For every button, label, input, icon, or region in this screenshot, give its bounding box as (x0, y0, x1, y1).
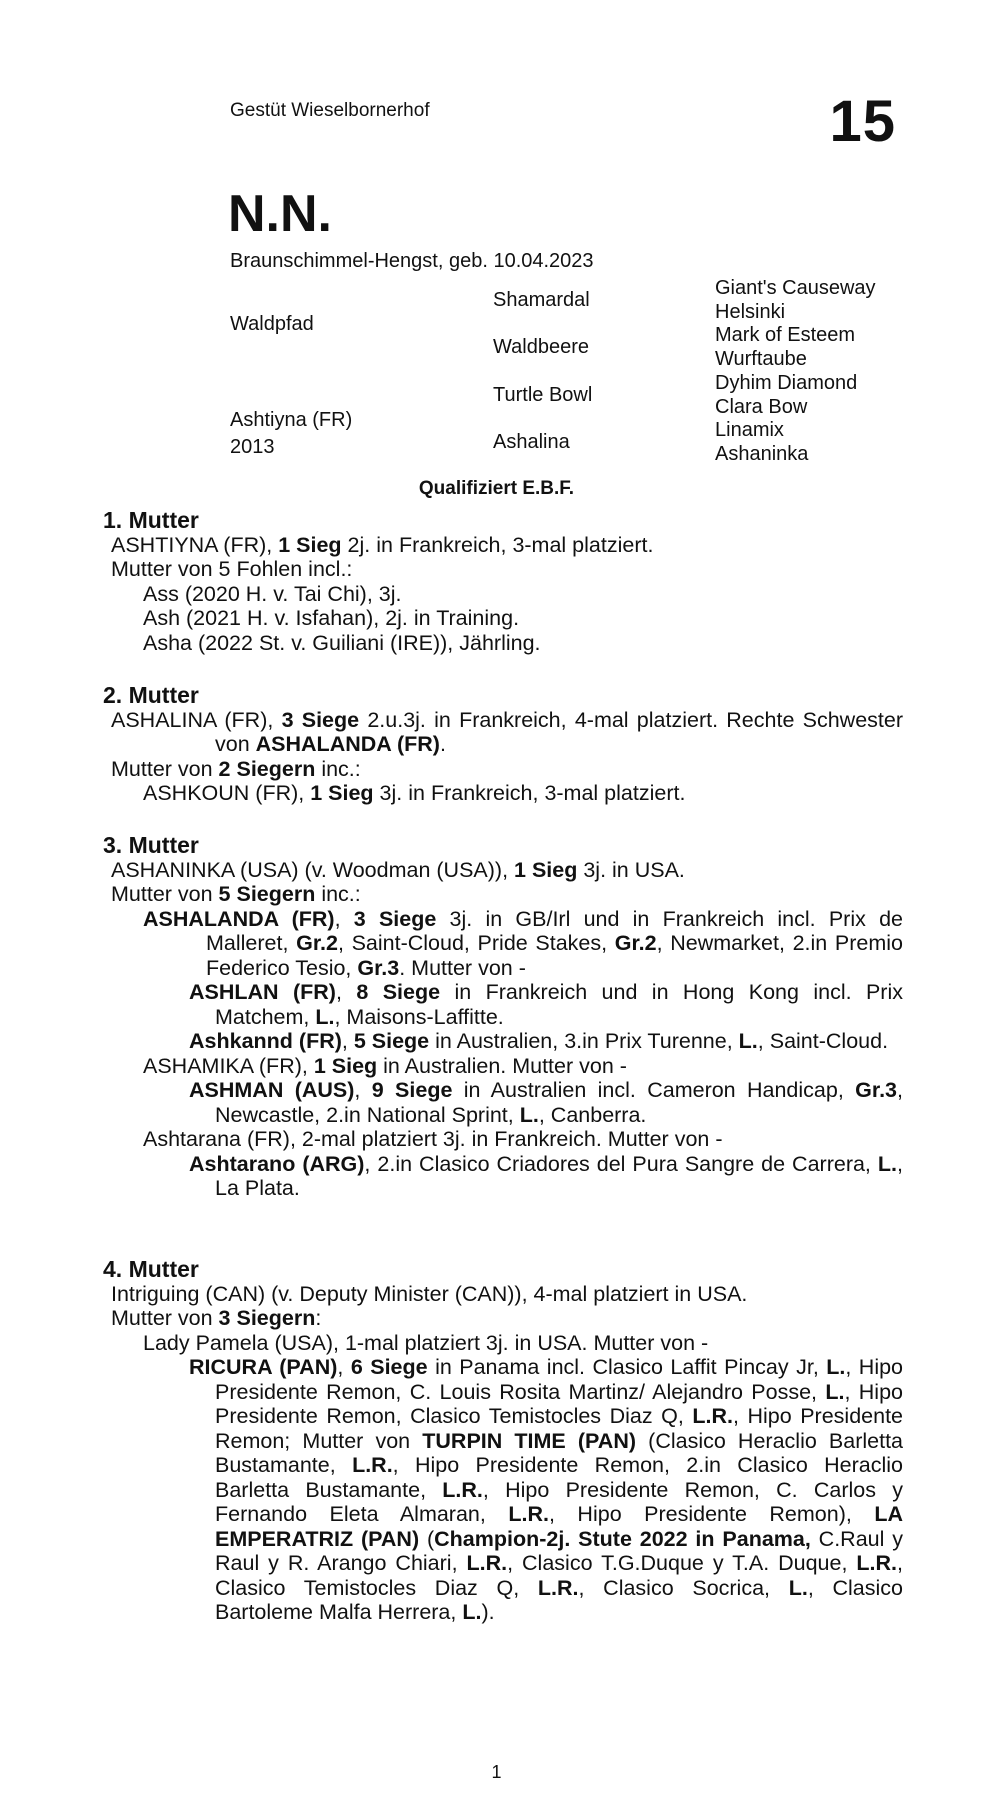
produce-summary: Mutter von 5 Fohlen incl.: (111, 557, 353, 581)
list-item: Ash (2021 H. v. Isfahan), 2j. in Training. (143, 606, 520, 630)
pedigree-gen3-5: Dyhim Diamond (715, 372, 858, 394)
produce-summary: Mutter von 3 Siegern: (111, 1306, 322, 1330)
dam-record: Intriguing (CAN) (v. Deputy Minister (CAN)), 4-mal platziert in USA. (111, 1281, 748, 1306)
qualification-note: Qualifiziert E.B.F. (418, 478, 575, 499)
produce-summary: Mutter von 5 Siegern inc.: (111, 882, 361, 906)
section-heading: 1. Mutter (103, 507, 199, 533)
list-item: Ashtarano (ARG), 2.in Clasico Criadores del Pura Sangre de Carrera, L., La Plata. (189, 1151, 903, 1200)
section-second-dam (103, 683, 903, 806)
list-item: ASHLAN (FR), 8 Siege in Frankreich und in Hong Kong incl. Prix Matchem, L., Maisons-Laffitte. (189, 980, 903, 1029)
pedigree-gen3-4: Wurftaube (715, 348, 807, 370)
pedigree-sire: Waldpfad (230, 313, 314, 335)
pedigree-gen2-3: Turtle Bowl (493, 384, 593, 406)
pedigree-gen3-3: Mark of Esteem (715, 324, 856, 346)
dam-record: ASHTIYNA (FR), 1 Sieg 2j. in Frankreich, 3-mal platziert. (111, 532, 654, 557)
stud-name: Gestüt Wieselbornerhof (230, 100, 430, 121)
list-item: ASHMAN (AUS), 9 Siege in Australien incl. Cameron Handicap, Gr.3, Newcastle, 2.in National Sprint, L., Canberra. (189, 1078, 903, 1127)
section-third-dam (103, 833, 903, 1201)
dam-record: ASHALINA (FR), 3 Siege 2.u.3j. in Frankreich, 4-mal platziert. Rechte Schwester von ASHALANDA (FR). (111, 707, 903, 756)
section-heading: 4. Mutter (103, 1256, 199, 1282)
produce-summary: Mutter von 2 Siegern inc.: (111, 756, 361, 781)
section-first-dam (103, 508, 903, 655)
list-item: Ashtarana (FR), 2-mal platziert 3j. in Frankreich. Mutter von - (143, 1127, 723, 1151)
pedigree-gen3-7: Linamix (715, 419, 784, 441)
section-fourth-dam (103, 1257, 903, 1625)
list-item: RICURA (PAN), 6 Siege in Panama incl. Clasico Laffit Pincay Jr, L., Hipo Presidente Remon, C. Louis Rosita Martinz/ Alejandro Posse, L., Hipo Presidente Remon, Clasico Temistocles Diaz Q, L.R., Hipo Presidente Remon; Mutter von TURPIN TIME (PAN) (Clasico Heraclio Barletta Bustamante, L.R., Hipo Presidente Remon, 2.in Clasico Heraclio Barletta Bustamante, L.R., Hipo Presidente Remon, C. Carlos y Fernando Eleta Almaran, L.R., Hipo Presidente Remon), LA EMPERATRIZ (PAN) (Champion-2j. Stute 2022 in Panama, C.Raul y Raul y R. Arango Chiari, L.R., Clasico T.G.Duque y T.A. Duque, L.R., Clasico Temistocles Diaz Q, L.R., Clasico Socrica, L., Clasico Bartoleme Malfa Herrera, L.). (189, 1355, 904, 1624)
list-item: Asha (2022 St. v. Guiliani (IRE)), Jährling. (143, 630, 541, 655)
dam-record: ASHANINKA (USA) (v. Woodman (USA)), 1 Sieg 3j. in USA. (111, 857, 685, 882)
list-item: ASHKOUN (FR), 1 Sieg 3j. in Frankreich, 3-mal platziert. (143, 781, 686, 805)
section-heading: 3. Mutter (103, 832, 199, 858)
horse-name: N.N. (228, 185, 332, 243)
horse-description: Braunschimmel-Hengst, geb. 10.04.2023 (230, 250, 594, 272)
page-number: 1 (491, 1762, 502, 1782)
pedigree-gen2-4: Ashalina (493, 431, 570, 453)
list-item: Ass (2020 H. v. Tai Chi), 3j. (143, 581, 402, 606)
pedigree-gen2-2: Waldbeere (493, 336, 589, 358)
pedigree-dam: Ashtiyna (FR) (230, 409, 353, 431)
pedigree-gen3-1: Giant's Causeway (715, 277, 876, 299)
lot-number: 15 (829, 89, 896, 154)
pedigree-gen3-6: Clara Bow (715, 396, 808, 418)
section-heading: 2. Mutter (103, 682, 199, 708)
pedigree-dam-year: 2013 (230, 436, 275, 458)
pedigree-gen3-8: Ashaninka (715, 443, 809, 465)
list-item: ASHAMIKA (FR), 1 Sieg in Australien. Mutter von - (143, 1053, 627, 1078)
pedigree-gen3-2: Helsinki (715, 301, 786, 323)
list-item: Lady Pamela (USA), 1-mal platziert 3j. in USA. Mutter von - (143, 1330, 709, 1355)
list-item: ASHALANDA (FR), 3 Siege 3j. in GB/Irl und in Frankreich incl. Prix de Malleret, Gr.2, Saint-Cloud, Pride Stakes, Gr.2, Newmarket, 2.in Premio Federico Tesio, Gr.3. Mutter von - (143, 906, 904, 980)
list-item: Ashkannd (FR), 5 Siege in Australien, 3.in Prix Turenne, L., Saint-Cloud. (189, 1029, 889, 1053)
pedigree-gen2-1: Shamardal (493, 289, 590, 311)
